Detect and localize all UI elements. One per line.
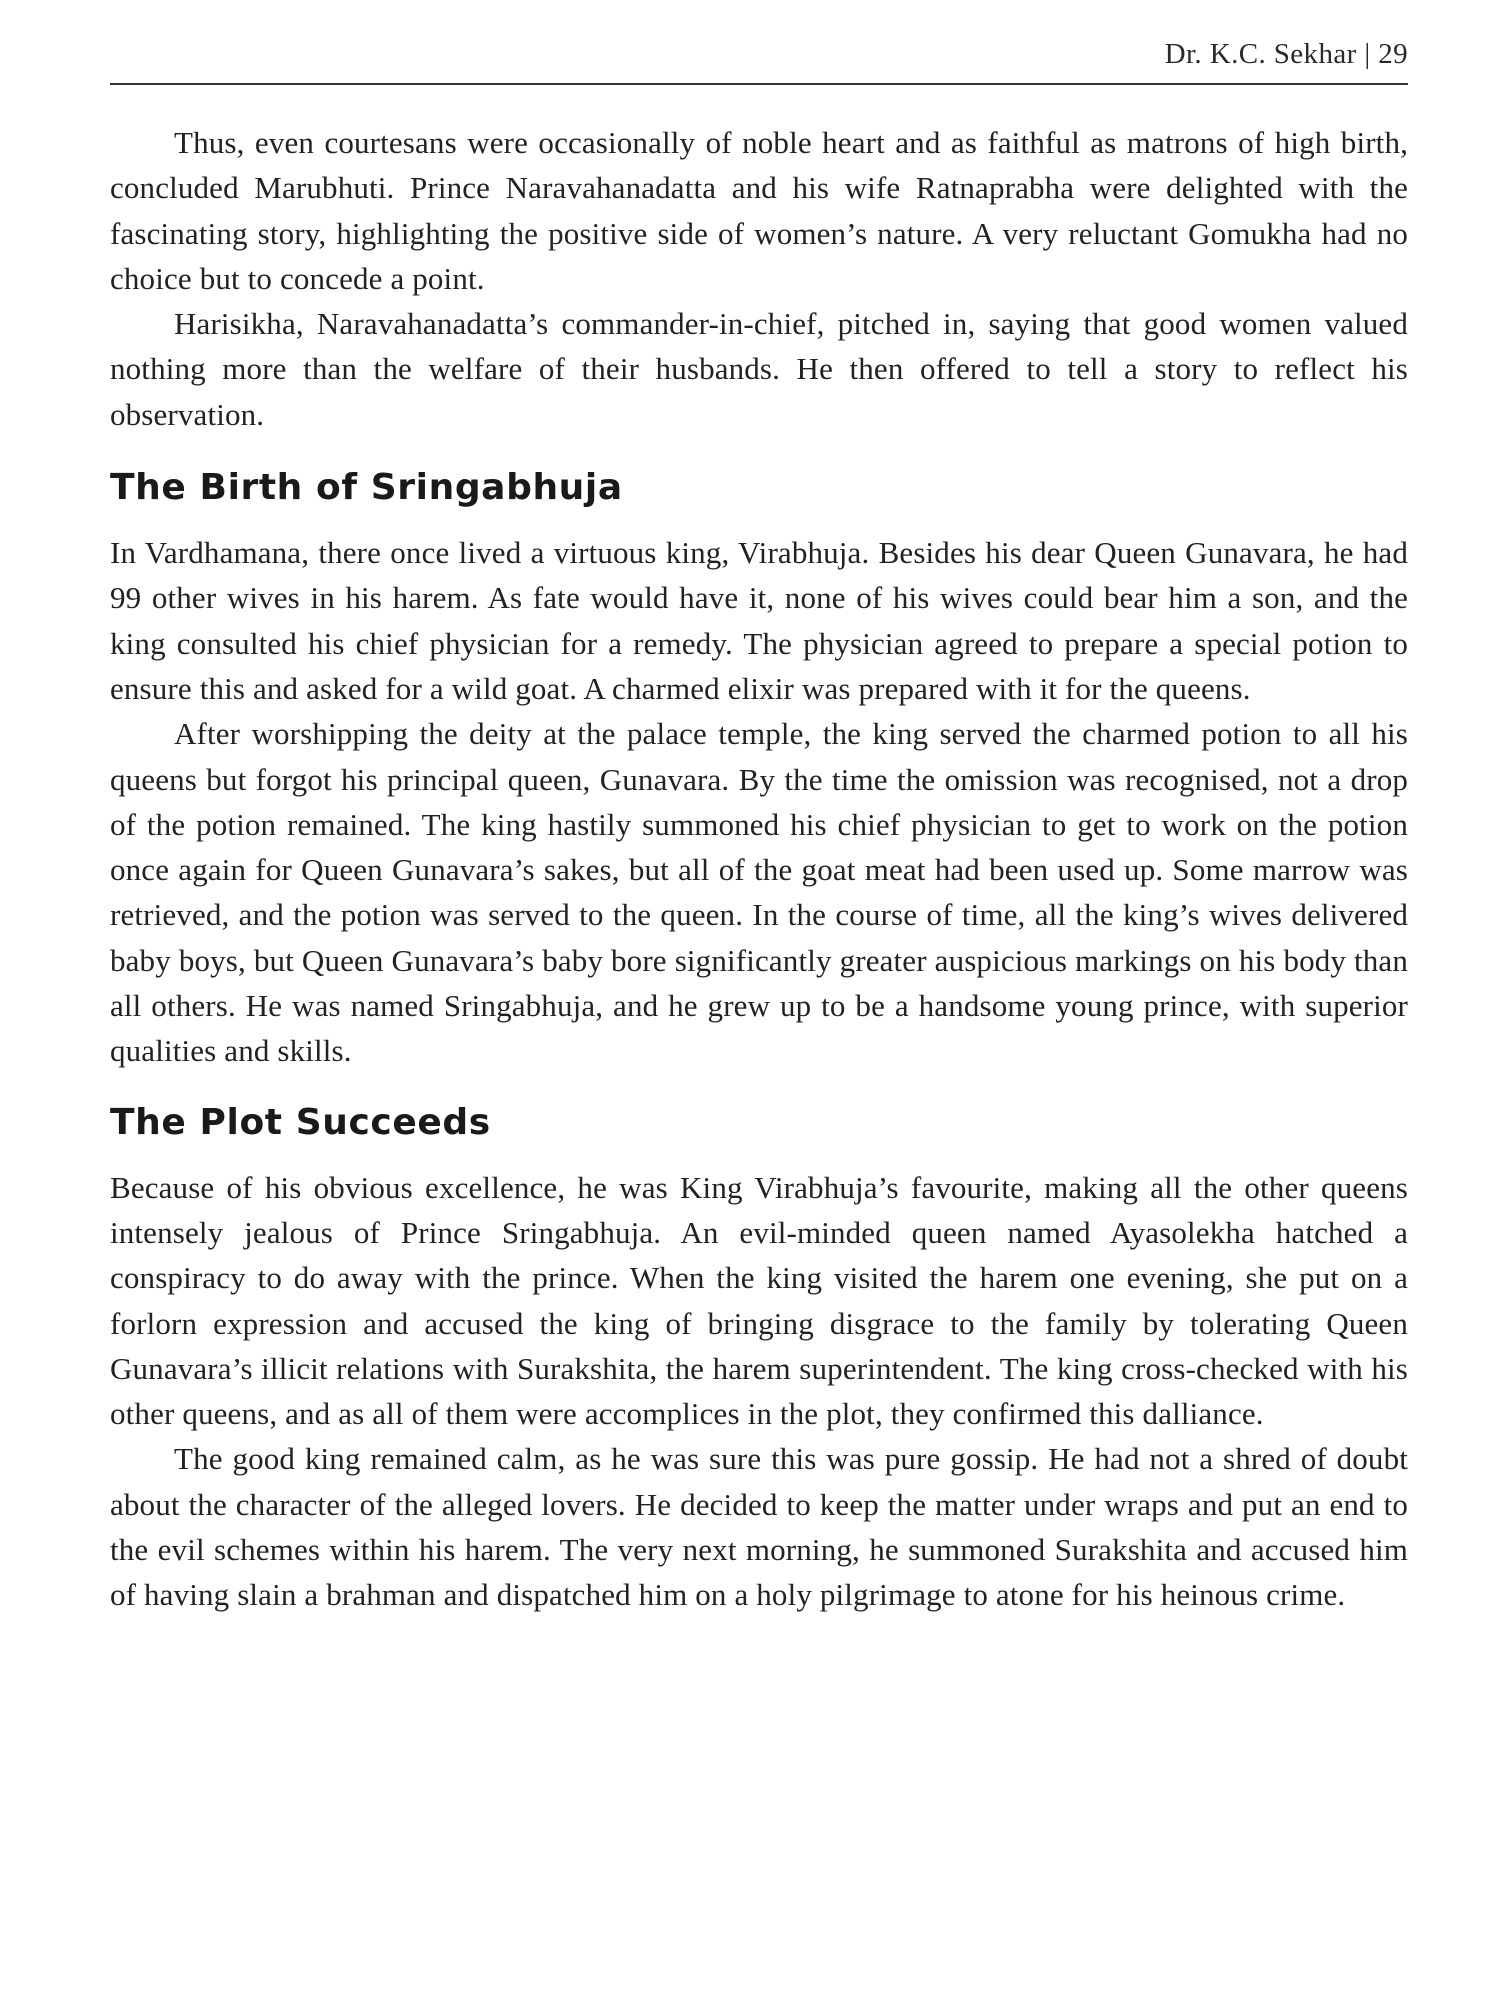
paragraph-intro-1: Thus, even courtesans were occasionally of noble heart and as faithful as matrons of high birth, concluded Marubhuti. Prince Naravahanadatta and his wife Ratnaprabha were delighted with the fascinating story, highlighting the positive side of women’s nature. A very reluctant Gomukha had no choice but to concede a point. xyxy=(110,125,1408,296)
paragraph-section2-1: Because of his obvious excellence, he was King Virabhuja’s favourite, making all the other queens intensely jealous of Prince Sringabhuja. An evil-minded queen named Ayasolekha hatched a conspiracy to do away with the prince. When the king visited the harem one evening, she put on a forlorn expression and accused the king of bringing disgrace to the family by tolerating Queen Gunavara’s illicit relations with Surakshita, the harem superintendent. The king cross-checked with his other queens, and as all of them were accomplices in the plot, they confirmed this dalliance. xyxy=(110,1169,1408,1432)
header-rule xyxy=(110,83,1408,85)
paragraph-intro-2: Harisikha, Naravahanadatta’s commander-in-chief, pitched in, saying that good women valued nothing more than the welfare of their husbands. He then offered to tell a story to reflect his observation. xyxy=(110,306,1408,432)
paragraph-section1-2: After worshipping the deity at the palace temple, the king served the charmed potion to all his queens but forgot his principal queen, Gunavara. By the time the omission was recognised, not a drop of the potion remained. The king hastily summoned his chief physician to get to work on the potion once again for Queen Gunavara’s sakes, but all of the goat meat had been used up. Some marrow was retrieved, and the potion was served to the queen. In the course of time, all the king’s wives delivered baby boys, but Queen Gunavara’s baby bore significantly greater auspicious markings on his body than all others. He was named Sringabhuja, and he grew up to be a handsome young prince, with superior qualities and skills. xyxy=(110,716,1408,1069)
paragraph-section2-2: The good king remained calm, as he was sure this was pure gossip. He had not a shred of doubt about the character of the alleged lovers. He decided to keep the matter under wraps and put an end to the evil schemes within his harem. The very next morning, he summoned Surakshita and accused him of having slain a brahman and dispatched him on a holy pilgrimage to atone for his heinous crime. xyxy=(110,1441,1408,1613)
body-text xyxy=(110,120,1408,1618)
section-heading-birth-of-sringabhuja: The Birth of Sringabhuja xyxy=(110,467,623,509)
running-head: Dr. K.C. Sekhar | 29 xyxy=(1164,38,1408,70)
section-heading-plot-succeeds: The Plot Succeeds xyxy=(110,1101,491,1143)
book-page xyxy=(110,0,1408,2000)
paragraph-section1-1: In Vardhamana, there once lived a virtuous king, Virabhuja. Besides his dear Queen Gunavara, he had 99 other wives in his harem. As fate would have it, none of his wives could bear him a son, and the king consulted his chief physician for a remedy. The physician agreed to prepare a special potion to ensure this and asked for a wild goat. A charmed elixir was prepared with it for the queens. xyxy=(110,535,1408,706)
